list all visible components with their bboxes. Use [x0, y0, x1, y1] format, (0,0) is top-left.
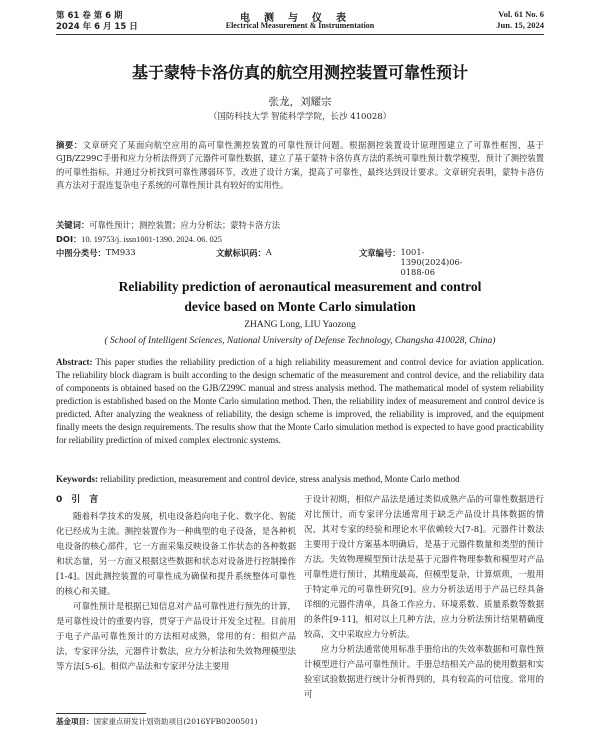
clc-label: 中图分类号： [56, 248, 106, 258]
paragraph: 随着科学技术的发展，机电设备趋向电子化、数字化、智能化已经成为主流。测控装置作为一种典型的电子设备，是各种机电设备的核心部件，它一方面采集反映设备工作状态的各种数据和状态量，另一方面又根据这些数据和状态对设备进行控制操作[1-4]。因此测控装置的可靠性成为确保和提升系统整体可靠性的核心和关键。 [56, 512, 296, 597]
paragraph: 可靠性预计是根据已知信息对产品可靠性进行预先的计算，是可靠性设计的重要内容，贯穿于产品设计开发全过程。目前用于电子产品可靠性预计的方法相对成熟，常用的有：相似产品法，专家评分法，元器件计数法，应力分析法和失效物理模型法等方法[5-6]。相似产品法和专家评分法主要用 [56, 602, 296, 672]
article-no-label: 文章编号： [359, 248, 401, 258]
article-no-value: 1001-1390(2024)06-0188-06 [400, 247, 463, 277]
running-header [56, 9, 544, 33]
authors-zh: 张龙，刘耀宗 [268, 96, 332, 108]
affiliation-zh: （国防科技大学 智能科学学院，长沙 410028） [208, 112, 392, 122]
classification-line [56, 247, 544, 277]
keywords-zh [56, 219, 544, 231]
authors-en: ZHANG Long, LIU Yaozong [244, 320, 356, 330]
footnote-rule [56, 713, 146, 714]
header-date-zh: 2024 年 6 月 15 日 [56, 22, 138, 32]
body-column-left [56, 493, 296, 675]
abstract-en-label: Abstract: [56, 357, 93, 367]
clc-value: TM933 [105, 247, 136, 257]
doi [56, 233, 544, 245]
abstract-en-text: This paper studies the reliability prediction of a high reliability measurement and control device for aviation application. The reliability block diagram is built according to the design schematic of the measurement and control device, and the reliability data of components is obtained based on the GJB/Z299C manual and stress analysis method. The mathematical model of system reliability prediction is established based on the Monte Carlo simulation method. Then, the reliability index of measurement and control device is predicted. After analyzing the weakness of reliability, the design scheme is improved, the reliability is improved, and the equipment finally meets the design requirements. The results show that the Monte Carlo simulation method is expected to have good practicability for reliability prediction of mixed complex electronic systems. [56, 357, 544, 445]
header-date-en: Jun. 15, 2024 [496, 20, 544, 30]
keywords-en-label: Keywords: [56, 474, 98, 484]
header-journal-en: Electrical Measurement & Instrumentation [225, 21, 375, 30]
keywords-en-text: reliability prediction, measurement and control device, stress analysis method, Monte Carlo method [100, 474, 460, 484]
keywords-zh-text: 可靠性预计；测控装置；应力分析法；蒙特卡洛方法 [89, 220, 281, 230]
doc-code-value: A [265, 247, 272, 257]
abstract-zh [56, 139, 544, 192]
header-rule [56, 34, 544, 35]
keywords-en [56, 474, 544, 484]
doi-text: 10. 19753/j. issn1001-1390. 2024. 06. 025 [81, 235, 222, 244]
keywords-zh-label: 关键词： [56, 220, 90, 230]
paragraph: 于设计初期，相似产品法是通过类似成熟产品的可靠性数据进行对比预计，而专家评分法通常用于缺乏产品设计具体数据的情况，其对专家的经验和理论水平依赖较大[7-8]。元器件计数法主要用于设计方案基本明确后，是基于元器件数量和类型的预计方法。失效物理模型预计法是基于元器件物理参数和模型对产品可靠性进行预计，其精度最高，但模型复杂，计算烦琐，一般用于特定单元的可靠性研究[9]。应力分析法适用于产品已经具备详细的元器件清单，具备工作应力、环境系数、质量系数等数据的条件[9-11]，相对以上几种方法，应力分析法预计结果精确度较高，文中采取应力分析法。 [304, 495, 544, 640]
affiliation-en: ( School of Intelligent Sciences, National University of Defense Technology, Changsha 410028, China) [104, 336, 496, 346]
doi-label: DOI： [56, 234, 82, 244]
abstract-zh-text: 文章研究了某面向航空应用的高可靠性测控装置的可靠性预计问题。根据测控装置设计原理图建立了可靠性框图，基于GJB/Z299C手册和应力分析法得到了元器件可靠性数据，建立了基于蒙特卡洛仿真方法的系统可靠性预计数学模型，预计了测控装置的可靠性指标。并通过分析找到可靠性薄弱环节，改进了设计方案，提高了可靠性，最终达到设计要求。文章研究表明，蒙特卡洛仿真方法对于混连复杂电子系统的可靠性预计具有较好的实用性。 [56, 140, 544, 190]
abstract-zh-label: 摘要： [56, 140, 83, 150]
paper-title-en [40, 277, 560, 317]
abstract-en [56, 356, 544, 447]
funding-footnote [56, 716, 258, 727]
header-volume-en: Vol. 61 No. 6 [498, 9, 544, 19]
doc-code-label: 文献标识码： [216, 248, 266, 258]
funding-label: 基金项目： [56, 717, 94, 726]
section-heading-introduction: 0 引 言 [56, 495, 99, 505]
paper-title-zh: 基于蒙特卡洛仿真的航空用测控装置可靠性预计 [131, 63, 468, 82]
header-volume-zh: 第 61 卷 第 6 期 [56, 11, 123, 21]
paper-title-en-line1: Reliability prediction of aeronautical measurement and control [118, 279, 482, 294]
header-journal-zh: 电测与仪表 [240, 13, 360, 24]
body-column-right [304, 493, 544, 703]
paper-title-en-line2: device based on Monte Carlo simulation [184, 299, 416, 314]
funding-text: 国家重点研发计划资助项目(2016YFB0200501) [93, 717, 258, 726]
paragraph: 应力分析法通常使用标准手册给出的失效率数据和可靠性预计模型进行产品可靠性预计。手册总结相关产品的使用数据和实验室试验数据进行统计分析得到的，具有较高的可信度。常用的可 [304, 645, 544, 700]
